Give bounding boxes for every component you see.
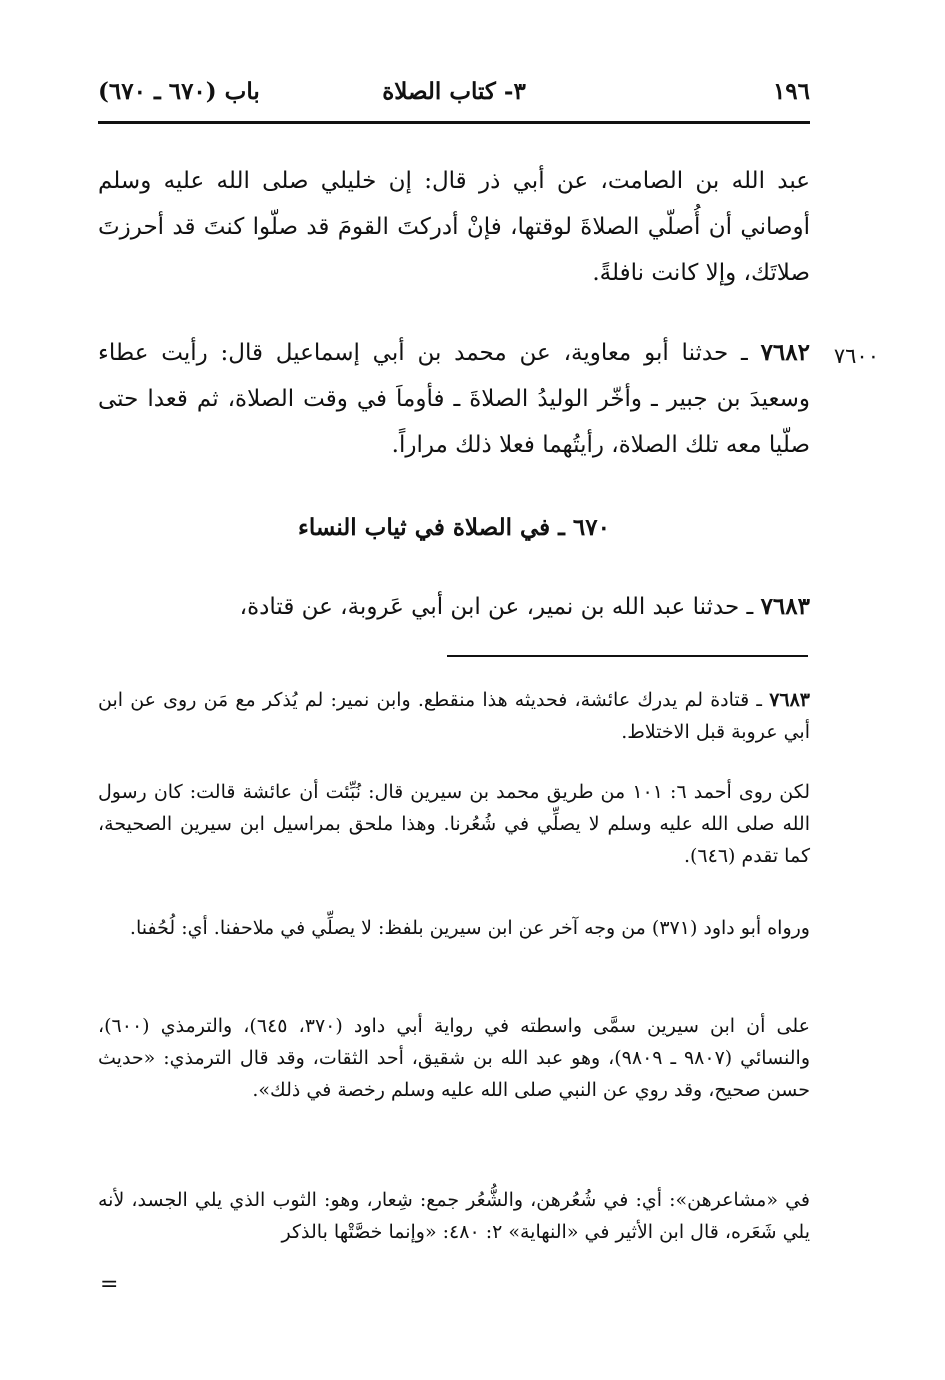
footnote-2: [98, 776, 810, 872]
footnote-3: [98, 912, 810, 944]
section-heading: ٦٧٠ ـ في الصلاة في ثياب النساء: [298, 514, 610, 541]
hadith-number: ٧٦٨٢: [760, 339, 810, 366]
chapter-range: باب (٦٧٠ ـ ٦٧٠): [98, 78, 260, 105]
hadith-number: ٧٦٨٣: [760, 593, 810, 620]
book-title: ٣- كتاب الصلاة: [382, 78, 526, 105]
footnote-text: لكن روى أحمد ٦: ١٠١ من طريق محمد بن سيرين قال: نُبِّئت أن عائشة قالت: كان رسول الله صلى الله عليه وسلم لا يصلِّي في شُعُرنا. وهذا ملحق بمراسيل ابن سيرين الصحيحة، كما تقدم (٦٤٦).: [98, 781, 810, 867]
hadith-7683: [98, 584, 810, 630]
page-number: ١٩٦: [772, 78, 810, 105]
hadith-text: ـ حدثنا أبو معاوية، عن محمد بن أبي إسماعيل قال: رأيت عطاء وسعيدَ بن جبير ـ وأخّر الوليدُ الصلاةَ ـ فأوماَ في وقت الصلاة، ثم قعدا حتى صلّيا معه تلك الصلاة، رأيتُهما فعلا ذلك مراراً.: [98, 340, 810, 458]
header-rule: [98, 121, 810, 124]
footnote-text: ورواه أبو داود (٣٧١) من وجه آخر عن ابن سيرين بلفظ: لا يصلِّي في ملاحفنا. أي: لُحُفنا.: [129, 917, 810, 939]
footnote-4: [98, 1010, 810, 1106]
margin-number: ٧٦٠٠: [833, 344, 879, 368]
footnote-1: [98, 684, 810, 748]
footnote-text: ـ قتادة لم يدرك عائشة، فحديثه هذا منقطع. وابن نمير: لم يُذكر مع مَن روى عن ابن أبي عروبة قبل الاختلاط.: [98, 689, 810, 743]
footnote-rule: [447, 655, 808, 657]
continuation-mark: =: [100, 1272, 119, 1297]
hadith-text: ـ حدثنا عبد الله بن نمير، عن ابن أبي عَروبة، عن قتادة،: [239, 594, 754, 620]
footnote-5: [98, 1184, 810, 1248]
running-header: [98, 78, 810, 118]
footnote-number: ٧٦٨٣: [769, 689, 811, 711]
footnote-text: على أن ابن سيرين سمَّى واسطته في رواية أبي داود (٣٧٠، ٦٤٥)، والترمذي (٦٠٠)، والنسائي (٩٨٠٧ ـ ٩٨٠٩)، وهو عبد الله بن شقيق، أحد الثقات، وقد قال الترمذي: «حديث حسن صحيح، وقد روي عن النبي صلى الله عليه وسلم رخصة في ذلك».: [98, 1015, 810, 1101]
footnote-text: في «مشاعرهن»: أي: في شُعُرهن، والشُّعُر جمع: شِعار، وهو: الثوب الذي يلي الجسد، لأنه يلي شَعَره، قال ابن الأثير في «النهاية» ٢: ٤٨٠: «وإنما خصَّتْها بالذكر: [98, 1189, 810, 1243]
hadith-7682: [98, 330, 810, 468]
paragraph-continued: [98, 158, 810, 296]
paragraph-text: عبد الله بن الصامت، عن أبي ذر قال: إن خليلي صلى الله عليه وسلم أوصاني أن أُصلّي الصلاةَ لوقتها، فإنْ أدركتَ القومَ قد صلّوا كنتَ قد أحرزتَ صلاتَك، وإلا كانت نافلةً.: [98, 168, 810, 286]
